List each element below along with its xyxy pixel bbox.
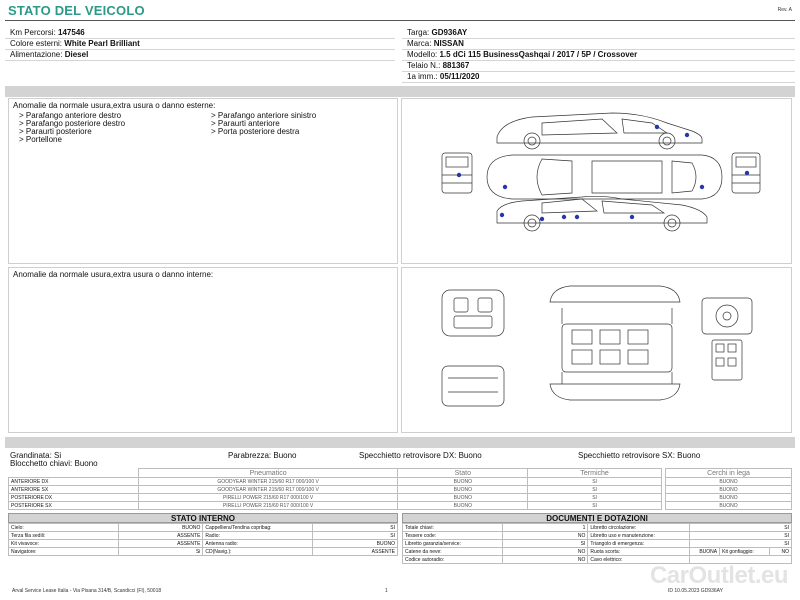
stato-interno-title: STATO INTERNO (8, 513, 398, 523)
parabrezza-text: Parabrezza: Buono (228, 451, 297, 460)
colore-row: Colore esterni: White Pearl Brilliant (5, 39, 395, 50)
damage-item: > Paraurti anteriore (211, 119, 280, 128)
table-row: Terza fila sedili: ASSENTE Radio: SI (9, 532, 398, 540)
internal-damage-title: Anomalie da normale usura,extra usura o danno interne: (13, 270, 214, 279)
external-car-diagram (401, 98, 792, 264)
tyre-header: Pneumatico (138, 469, 398, 478)
section-band (5, 86, 795, 97)
car-interior-drawing (402, 268, 791, 432)
damage-item: > Paraurti posteriore (19, 127, 92, 136)
cerchi-header: Cerchi in lega (666, 469, 792, 478)
documenti-table (402, 523, 792, 564)
external-damage-list-1 (19, 112, 125, 144)
internal-damage-panel (8, 267, 398, 433)
cerchi-value: BUONO (666, 502, 792, 510)
external-damage-list-2 (211, 112, 316, 136)
tyre-termiche: SI (528, 478, 662, 486)
revision-label: Rev. A (777, 7, 792, 13)
table-row (9, 502, 662, 510)
grandinata-text: Grandinata: Si (10, 451, 62, 460)
table-row: Libretto garanzia/service: SI Triangolo di emergenza: SI (403, 540, 792, 548)
damage-item: > Porta posteriore destra (211, 127, 300, 136)
header-divider (5, 20, 795, 21)
car-exterior-drawing (402, 99, 791, 263)
watermark-logo: CarOutlet.eu (649, 562, 788, 589)
specchietto-dx-text: Specchietto retrovisore DX: Buono (359, 451, 482, 460)
alimentazione-row: Alimentazione: Diesel (5, 50, 395, 61)
cerchi-value: BUONO (666, 494, 792, 502)
tyre-position: ANTERIORE DX (9, 478, 139, 486)
external-damage-panel (8, 98, 398, 264)
damage-item: > Parafango posteriore destro (19, 119, 126, 128)
km-row: Km Percorsi: 147546 (5, 28, 395, 39)
termiche-header: Termiche (528, 469, 662, 478)
internal-car-diagram (401, 267, 792, 433)
section-band-2 (5, 437, 795, 448)
page-title: STATO DEL VEICOLO (8, 3, 145, 18)
table-row (9, 494, 662, 502)
damage-item: > Parafango anteriore sinistro (211, 111, 317, 120)
footer-reference: ID 10.05.2023 GD936AY (668, 588, 723, 594)
tyre-desc: PIRELLI POWER 215/60 R17 000/100 V (138, 494, 398, 502)
damage-item: > Parafango anteriore destro (19, 111, 122, 120)
targa-row: Targa: GD936AY (402, 28, 795, 39)
blocchetto-text: Blocchetto chiavi: Buono (10, 459, 98, 468)
footer-page-number: 1 (385, 588, 388, 594)
cerchi-value: BUONO (666, 478, 792, 486)
tyre-desc: PIRELLI POWER 215/60 R17 000/100 V (138, 502, 398, 510)
tyre-position: POSTERIORE DX (9, 494, 139, 502)
table-row: Totale chiavi: 1 Libretto circolazione: SI (403, 524, 792, 532)
tyre-position: POSTERIORE SX (9, 502, 139, 510)
cerchi-table (665, 468, 792, 510)
tyre-desc: GOODYEAR WINTER 215/60 R17 000/100 V (138, 478, 398, 486)
specchietto-sx-text: Specchietto retrovisore SX: Buono (578, 451, 701, 460)
documenti-title: DOCUMENTI E DOTAZIONI (402, 513, 792, 523)
tyre-stato: BUONO (398, 494, 528, 502)
table-row: Tessere code: NO Libretto uso e manutenzione: SI (403, 532, 792, 540)
table-row: Cielo: BUONO Cappelliera/Tendina copribag: SI (9, 524, 398, 532)
table-row: Navigatore: Si CD(Navig.): ASSENTE (9, 548, 398, 556)
stato-header: Stato (398, 469, 528, 478)
table-row (9, 478, 662, 486)
damage-item: > Portellone (19, 135, 62, 144)
modello-row: Modello: 1.5 dCi 115 BusinessQashqai / 2017 / 5P / Crossover (402, 50, 795, 61)
tyre-desc: GOODYEAR WINTER 215/60 R17 000/100 V (138, 486, 398, 494)
tyre-position: ANTERIORE SX (9, 486, 139, 494)
tyre-stato: BUONO (398, 486, 528, 494)
tyre-termiche: SI (528, 486, 662, 494)
tyre-termiche: SI (528, 502, 662, 510)
tyre-table (8, 468, 662, 510)
table-row: Catene da neve: NO Ruota scorta: BUONA Kit gonfiaggio: NO (403, 548, 792, 556)
table-row (9, 486, 662, 494)
external-damage-title: Anomalie da normale usura,extra usura o danno esterne: (13, 101, 216, 110)
table-row: Codice autoradio: NO Cavo elettrico: (403, 556, 792, 564)
tyre-stato: BUONO (398, 502, 528, 510)
immatricolazione-row: 1a imm.: 05/11/2020 (402, 72, 795, 83)
cerchi-value: BUONO (666, 486, 792, 494)
tyre-stato: BUONO (398, 478, 528, 486)
stato-interno-table (8, 523, 398, 556)
marca-row: Marca: NISSAN (402, 39, 795, 50)
table-row: Kit vivavoce: ASSENTE Antenna radio: BUONO (9, 540, 398, 548)
tyre-termiche: SI (528, 494, 662, 502)
footer-company: Arval Service Lease Italia - Via Pisana 314/B, Scandicci (FI), 50018 (12, 588, 162, 594)
telaio-row: Telaio N.: 881367 (402, 61, 795, 72)
